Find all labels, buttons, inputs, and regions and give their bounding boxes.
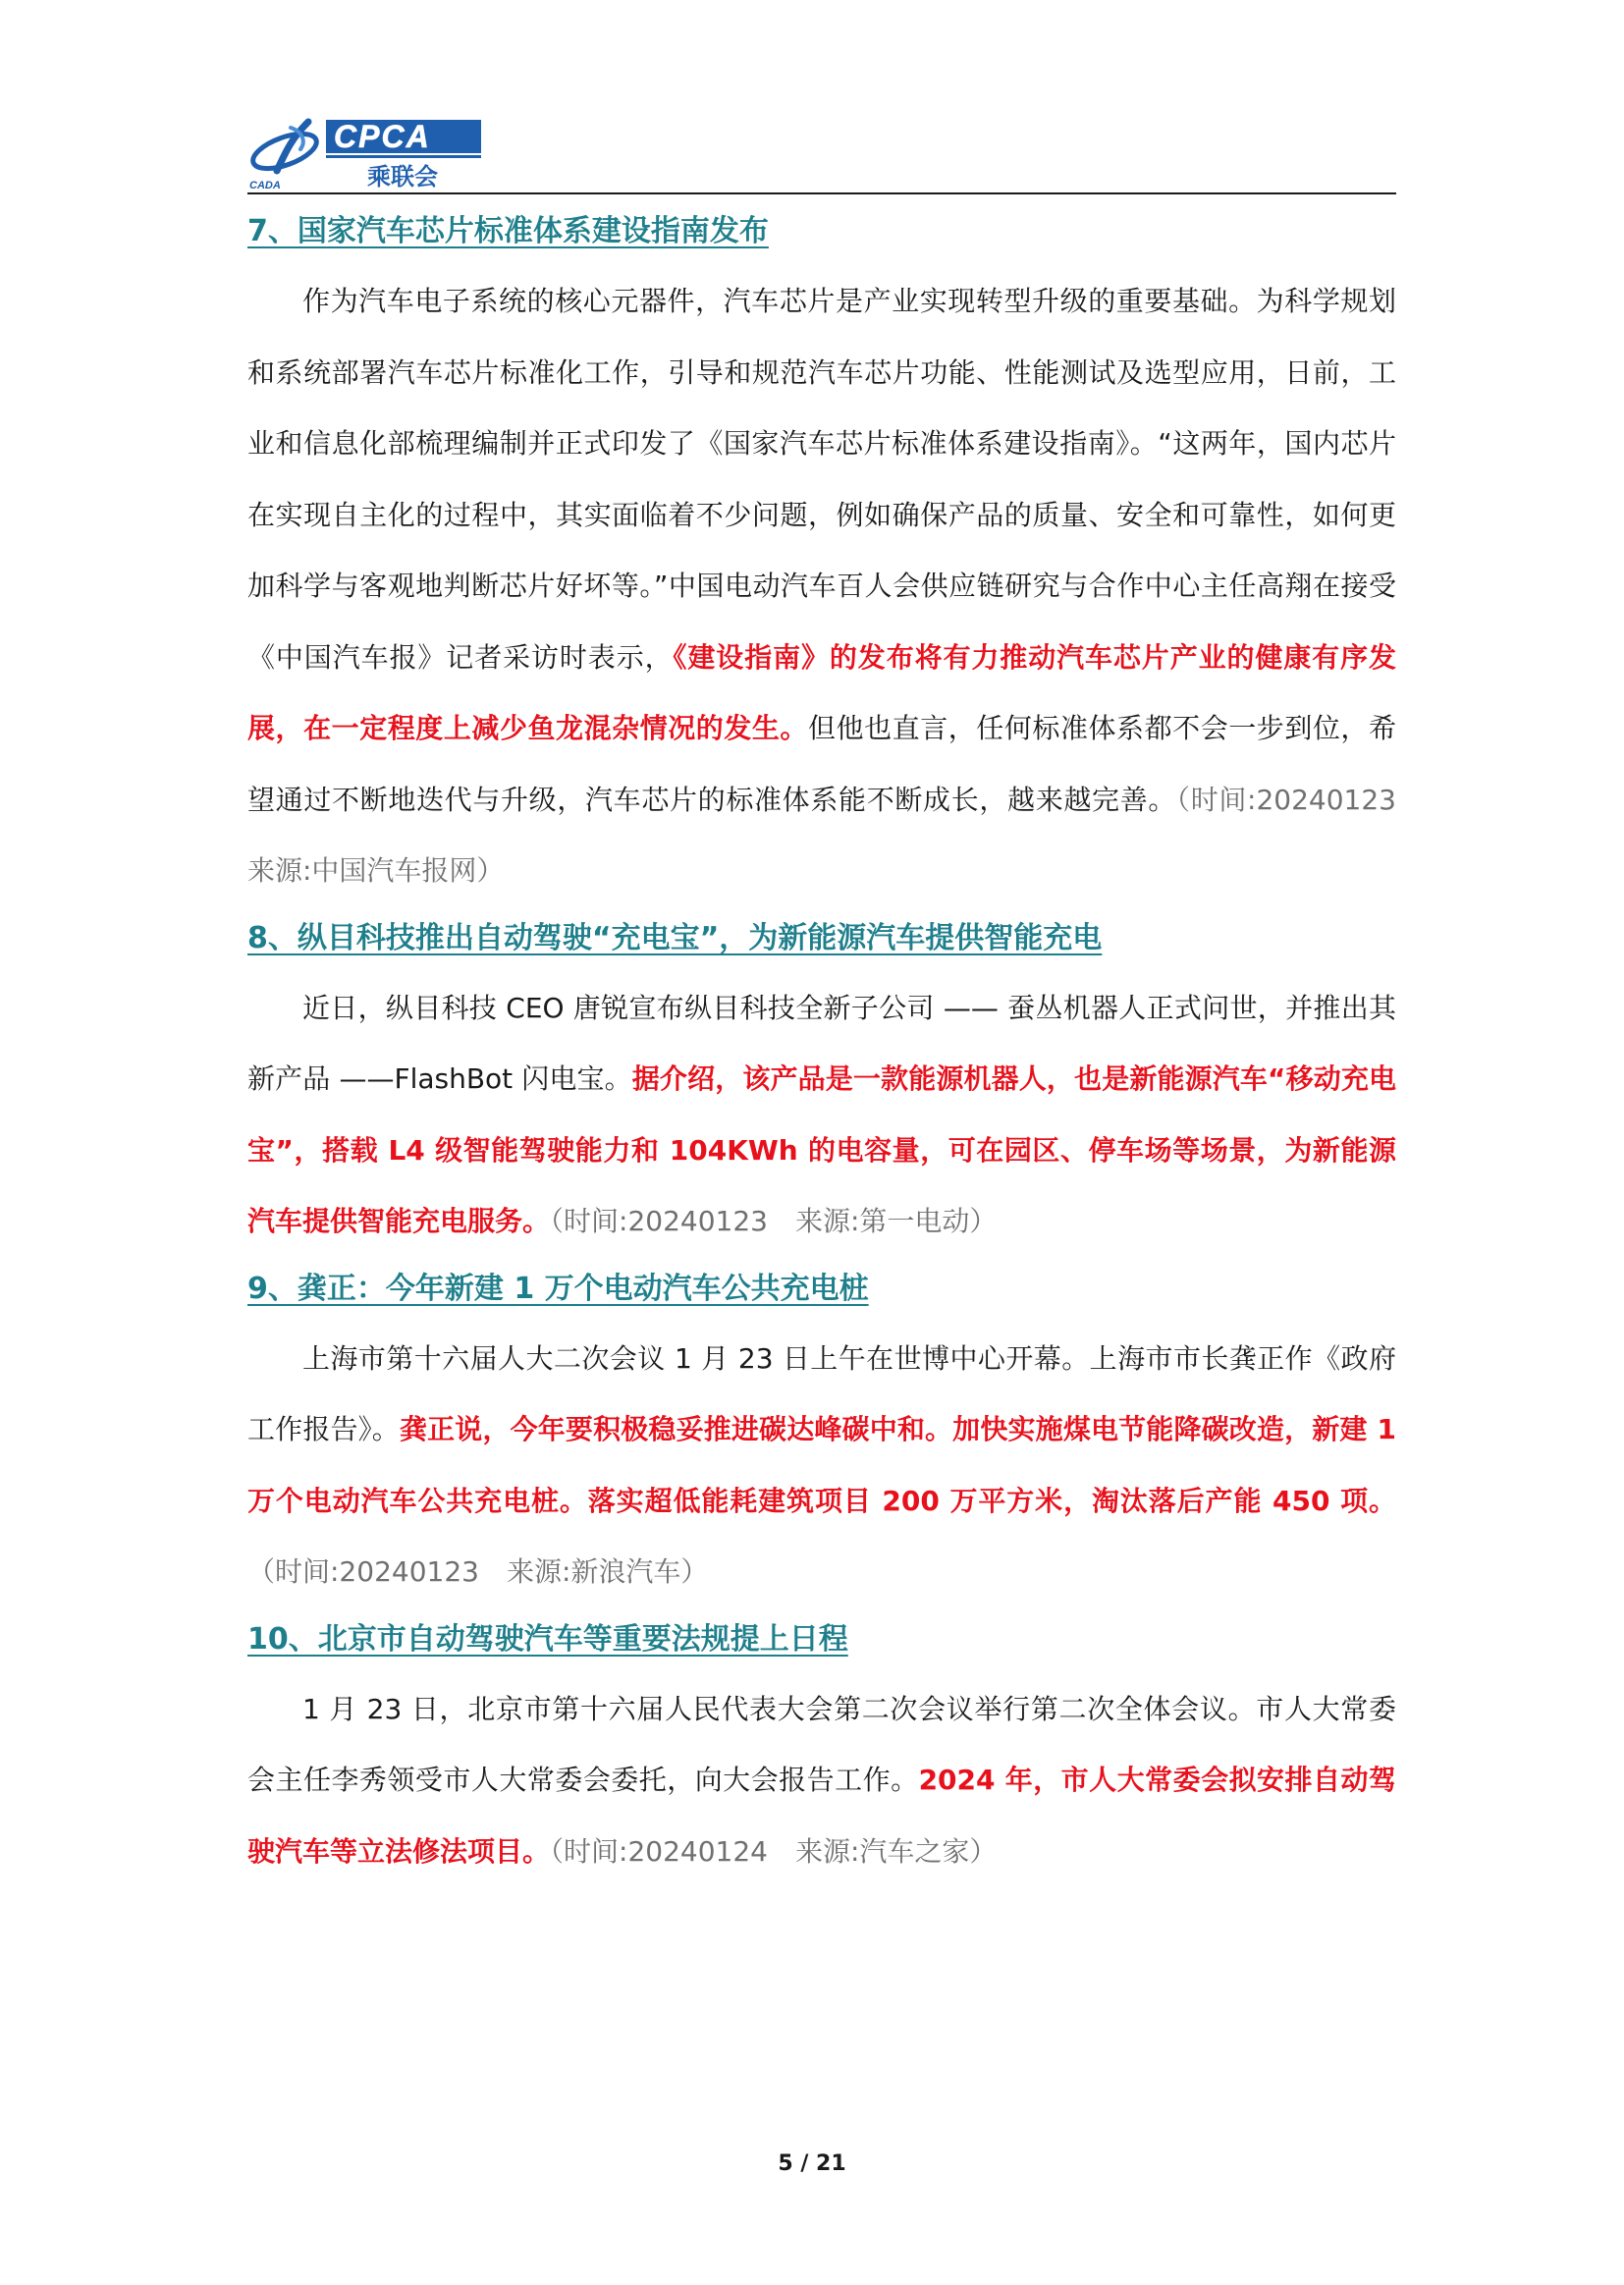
section-title: 10、北京市自动驾驶汽车等重要法规提上日程 [247, 1621, 848, 1657]
cpca-logo [247, 110, 483, 192]
paragraph-text: 1 月 23 日，北京市第十六届人民代表大会第二次会议举行第二次全体会议。市人大常委会主任李秀领受市人大常委会委托，向大会报告工作。 [247, 1692, 1396, 1796]
section-paragraph [247, 1324, 1396, 1608]
logo-brand-text: CPCA [334, 119, 431, 154]
section-title: 8、纵目科技推出自动驾驶“充电宝”，为新能源汽车提供智能充电 [247, 920, 1103, 955]
news-section-9 [247, 1270, 1396, 1608]
source-meta: （时间:20240124 来源:汽车之家） [550, 1834, 998, 1868]
highlight-text: 2024 年，市人大常委会拟安排自动驾驶汽车等立法修法项目。 [247, 1764, 1396, 1868]
section-paragraph [247, 266, 1425, 907]
news-section-8 [247, 919, 1396, 1258]
paragraph-text: 近日，纵目科技 CEO 唐锐宣布纵目科技全新子公司 —— 蚕丛机器人正式问世，并推出其新产品 ——FlashBot 闪电宝。 [247, 991, 1396, 1095]
logo-cn-text: 乘联会 [367, 163, 438, 190]
source-meta: （时间:20240123 来源:新浪汽车） [247, 1555, 709, 1588]
paragraph-text: 作为汽车电子系统的核心元器件，汽车芯片是产业实现转型升级的重要基础。为科学规划和系统部署汽车芯片标准化工作，引导和规范汽车芯片功能、性能测试及选型应用，日前，工业和信息化部梳理编制并正式印发了《国家汽车芯片标准体系建设指南》。“这两年，国内芯片在实现自主化的过程中，其实面临着不少问题，例如确保产品的质量、安全和可靠性，如何更加科学与客观地判断芯片好坏等。”中国电动汽车百人会供应链研究与合作中心主任高翔在接受《中国汽车报》记者采访时表示， [247, 285, 1396, 674]
section-paragraph [247, 1674, 1396, 1888]
paragraph-text-continued: 但他也直言，任何标准体系都不会一步到位，希望通过不断地迭代与升级，汽车芯片的标准体系能不断成长，越来越完善。 [247, 712, 1396, 816]
highlight-text: 《建设指南》的发布将有力推动汽车芯片产业的健康有序发展，在一定程度上减少鱼龙混杂情况的发生。 [247, 640, 1396, 744]
header-divider [247, 192, 1396, 194]
highlight-text: 据介绍，该产品是一款能源机器人，也是新能源汽车“移动充电宝”，搭载 L4 级智能驾驶能力和 104KWh 的电容量，可在园区、停车场等场景，为新能源汽车提供智能充电服务。 [247, 1062, 1397, 1237]
highlight-text: 龚正说，今年要积极稳妥推进碳达峰碳中和。加快实施煤电节能降碳改造，新建 1 万个电动汽车公共充电桩。落实超低能耗建筑项目 200 万平方米，淘汰落后产能 450 项。 [247, 1413, 1396, 1517]
section-title: 7、国家汽车芯片标准体系建设指南发布 [247, 214, 769, 248]
page-number [0, 2151, 1624, 2176]
logo-sub-text: CADA [249, 180, 281, 191]
section-paragraph [247, 973, 1396, 1258]
page-total: 21 [816, 2151, 846, 2176]
news-section-10 [247, 1620, 1396, 1888]
page-header [247, 110, 1396, 194]
page-separator: / [800, 2151, 809, 2176]
source-meta: （时间:20240123 来源:中国汽车报网） [247, 783, 1425, 887]
page-current: 5 [778, 2151, 793, 2176]
section-title: 9、龚正：今年新建 1 万个电动汽车公共充电桩 [247, 1271, 869, 1306]
news-section-7 [247, 212, 1425, 907]
source-meta: （时间:20240123 来源:第一电动） [550, 1205, 998, 1237]
paragraph-text: 上海市第十六届人大二次会议 1 月 23 日上午在世博中心开幕。上海市市长龚正作《政府工作报告》。 [247, 1341, 1396, 1445]
article-body [247, 202, 1425, 1887]
